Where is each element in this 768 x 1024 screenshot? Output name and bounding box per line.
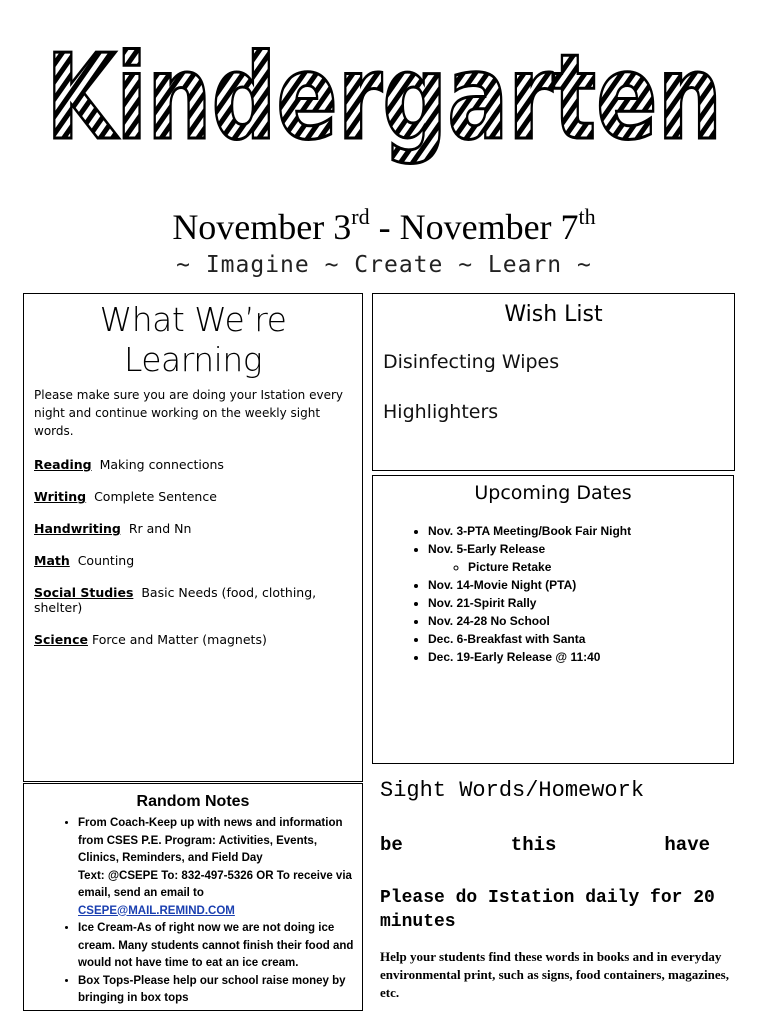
sight-word: have — [664, 834, 710, 856]
learning-title-line2: Learning — [123, 340, 263, 379]
subject-label: Science — [34, 632, 88, 647]
learning-intro: Please make sure you are doing your Istation every night and continue working on the weekly sight words. — [34, 388, 344, 438]
random-notes-box — [23, 783, 363, 1011]
note-coach-text: From Coach-Keep up with news and information from CSES P.E. Program: Activities, Events, Clinics, Reminders, and Field Day — [78, 817, 343, 864]
wish-item: Disinfecting Wipes — [383, 351, 560, 373]
subject-text: Force and Matter (magnets) — [91, 632, 267, 647]
event-subitem: ◦ Picture Retake — [468, 558, 733, 576]
note-ice-cream: • Ice Cream-As of right now we are not doing ice cream. Many students cannot finish their food and would not have time to eat an ice cream. — [78, 920, 354, 973]
sight-word: be — [380, 834, 403, 856]
date-end: November 7 — [399, 207, 579, 247]
subject-social-studies — [34, 585, 352, 615]
event-list — [373, 522, 733, 666]
learning-title-line1: What We’re — [99, 300, 287, 339]
subject-handwriting — [34, 521, 352, 536]
subject-text: Complete Sentence — [94, 489, 217, 504]
subject-writing — [34, 489, 352, 504]
subject-label: Social Studies — [34, 585, 134, 600]
date-range — [0, 206, 768, 248]
subject-science — [34, 632, 352, 647]
subject-text: Making connections — [99, 457, 224, 472]
sight-word: this — [510, 834, 557, 856]
title-text: Kindergarten — [46, 28, 722, 166]
motto: ~ Imagine ~ Create ~ Learn ~ — [176, 252, 592, 278]
subject-label: Reading — [34, 457, 92, 472]
date-start: November 3 — [172, 207, 352, 247]
upcoming-dates-box — [372, 475, 734, 764]
homework-help: Help your students find these words in books and in everyday environmental print, such as signs, food containers, magazines, etc. — [380, 949, 729, 1000]
subject-math — [34, 553, 352, 568]
notes-list — [24, 815, 362, 1008]
subject-text: Counting — [77, 553, 135, 568]
event-item: • Nov. 5-Early Release — [428, 540, 733, 558]
subject-label: Writing — [34, 489, 87, 504]
wish-list-box — [372, 293, 735, 471]
note-box-tops: • Box Tops-Please help our school raise money by bringing in box tops — [78, 973, 354, 1008]
event-item: • Nov. 21-Spirit Rally — [428, 594, 733, 612]
homework-title: Sight Words/Homework — [380, 778, 645, 803]
sight-words — [380, 834, 710, 856]
wish-list-title: Wish List — [504, 302, 603, 327]
event-item: • Dec. 19-Early Release @ 11:40 — [428, 648, 733, 666]
note-coach — [78, 815, 354, 920]
upcoming-dates-title: Upcoming Dates — [474, 482, 632, 504]
date-end-suffix: th — [578, 204, 596, 229]
title-graphic — [40, 28, 730, 178]
subject-label: Handwriting — [34, 521, 121, 536]
subject-text: Rr and Nn — [128, 521, 192, 536]
learning-box — [23, 293, 363, 782]
page-title — [40, 28, 730, 178]
wish-item: Highlighters — [383, 401, 499, 423]
event-item: • Nov. 3-PTA Meeting/Book Fair Night — [428, 522, 733, 540]
event-item: • Nov. 14-Movie Night (PTA) — [428, 576, 733, 594]
note-coach-contact: Text: @CSEPE To: 832-497-5326 OR To receive via email, send an email to — [78, 869, 352, 899]
coach-email-link[interactable]: CSEPE@MAIL.REMIND.COM — [78, 904, 235, 917]
date-start-suffix: rd — [351, 204, 370, 229]
date-separator: - — [369, 207, 400, 247]
homework-note: Please do Istation daily for 20 minutes — [380, 888, 715, 932]
learning-title — [34, 300, 352, 380]
event-item: • Dec. 6-Breakfast with Santa — [428, 630, 733, 648]
subject-label: Math — [34, 553, 70, 568]
random-notes-title: Random Notes — [136, 793, 250, 810]
event-item: • Nov. 24-28 No School — [428, 612, 733, 630]
subject-reading — [34, 457, 352, 472]
subject-text: Basic Needs (food, clothing, shelter) — [34, 585, 317, 615]
